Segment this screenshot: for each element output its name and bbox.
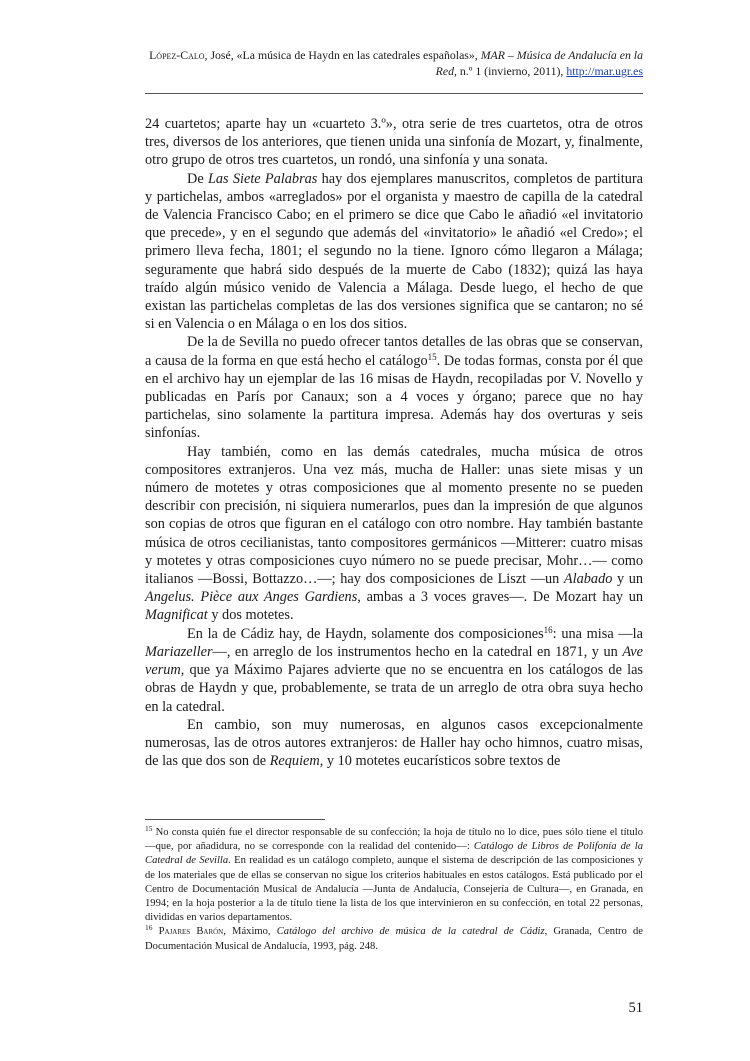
footnote-15: $^{15}$ No consta quién fue el director responsable de su confección; la hoja de título no lo dice, pues sólo tiene el título —que, por añadidura, no se corresponde con la realidad del contenido—: Catálogo de Libros de Polifonía de la Catedral de Sevilla. En realidad es un catálogo completo, aunque el sistema de descripción de las composiciones y de los materiales que de ellas se conservan no sigue los criterios habituales en estos catálogos. Está publicado por el Centro de Documentación Musical de Andalucía —Junta de Andalucía, Consejería de Cultura—, en Granada, en 1994; en la hoja posterior a la de título tiene la lista de los que intervinieron en su confección, en total 22 personas, divididas en varios departamentos. [145,824,643,924]
paragraph-4: Hay también, como en las demás catedrales, mucha música de otros compositores extranjeros. Una vez más, mucha de Haller: unas siete misas y un número de motetes y otras composiciones que al momento presente no se pueden describir con precisión, ni siquiera numerarlos, pues dan la impresión de que algunos son copias de otros que figuran en el catálogo con otro nombre. Hay también bastante música de otros cecilianistas, tanto compositores germánicos —Mitterer: cuatro misas y motetes y otras composiciones cuyo número no se puede precisar, Mohr…— como italianos —Bossi, Bottazzo…—; hay dos composiciones de Liszt —un Alabado y un Angelus. Pièce aux Anges Gardiens, ambas a 3 voces graves—. De Mozart hay un Magnificat y dos motetes. [145,443,643,624]
footnote-ref-15[interactable]: 15 [427,351,437,362]
header-issue: , n.º 1 (invierno, 2011), [453,64,564,78]
footnotes [145,826,643,954]
title-ave-verum: Ave verum [145,643,643,679]
paragraph-5: En la de Cádiz hay, de Haydn, solamente dos composiciones$^{16}$: una misa —la Mariazeller—, en arreglo de los instrumentos hecho en la catedral en 1871, y un Ave verum, que ya Máximo Pajares advierte que no se encuentra en los catálogos de las obras de Haydn y que, probablemente, se trata de un arreglo de otra obra suya hecho en la catedral. [145,624,643,715]
title-mariazeller: Mariazeller [145,643,213,660]
title-siete-palabras: Las Siete Palabras [207,170,318,187]
header-journal: MAR – Música de Andalucía en la Red [435,48,643,78]
footnote-15-title: Catálogo de Libros de Polifonía de la Catedral de Sevilla [145,841,643,867]
paragraph-1: 24 cuartetos; aparte hay un «cuarteto 3.º», otra serie de tres cuartetos, otra de otros tres, diversos de los anteriores, que tienen unida una sinfonía de Mozart, y, finalmente, otro grupo de otros tres cuartetos, un rondó, una sinfonía y una sonata. [145,116,643,169]
title-requiem: Requiem [269,753,320,770]
header-divider [145,93,643,94]
footnote-16: $^{16}$ Pajares Barón, Máximo, Catálogo del archivo de música de la catedral de Cádiz, Granada, Centro de Documentación Musical de Andalucía, 1993, pág. 248. [145,923,643,952]
title-magnificat: Magnificat [145,607,208,624]
footnote-16-title: Catálogo del archivo de música de la catedral de Cádiz [276,926,545,938]
paragraph-2: De Las Siete Palabras hay dos ejemplares manuscritos, completos de partitura y partichelas, ambos «arreglados» por el organista y maestro de capilla de la catedral de Valencia Francisco Cabo; en el primero se dice que Cabo le añadió «el invitatorio que precede», y en el segundo que además del «invitatorio» le añadió «el Credo»; el primero lleva fecha, 1801; el segundo no la tiene. Ignoro cómo llegaron a Málaga; seguramente que habrá sido después de la muerte de Cabo (1832); quizá las haya traído algún músico venido de Valencia a Málaga. Desde luego, el hecho de que existan las partichelas completas de las dos versiones significa que se cantaron; no sé si en Valencia o en Málaga o en los dos sitios. [145,170,643,333]
header-author: López-Calo [149,48,205,62]
page-number: 51 [628,1000,643,1016]
footnote-divider [145,819,325,820]
header-article-title: , José, «La música de Haydn en las catedrales españolas», [204,48,478,62]
footnote-ref-16[interactable]: 16 [543,624,553,635]
title-angelus: Angelus. Pièce aux Anges Gardiens [145,589,358,606]
header-url-link[interactable]: http://mar.ugr.es [566,64,643,78]
title-alabado: Alabado [563,571,613,588]
main-text [145,115,643,770]
paragraph-6: En cambio, son muy numerosas, en algunos casos excepcionalmente numerosas, las de otros autores extranjeros: de Haller hay ocho himnos, cuatro misas, de las que dos son de Requiem, y 10 motetes eucarísticos sobre textos de [145,716,643,770]
running-header [145,47,643,79]
paragraph-3: De la de Sevilla no puedo ofrecer tantos detalles de las obras que se conservan, a causa de la forma en que está hecho el catálogo$^{15}$. De todas formas, consta por él que en el archivo hay un ejemplar de las 16 misas de Haydn, recopiladas por V. Novello y publicadas en París por Canaux; son a 4 voces y órgano; parece que no hay partichelas, sino solamente la partitura impresa. Además hay dos overturas y seis sinfonías. [145,334,643,442]
